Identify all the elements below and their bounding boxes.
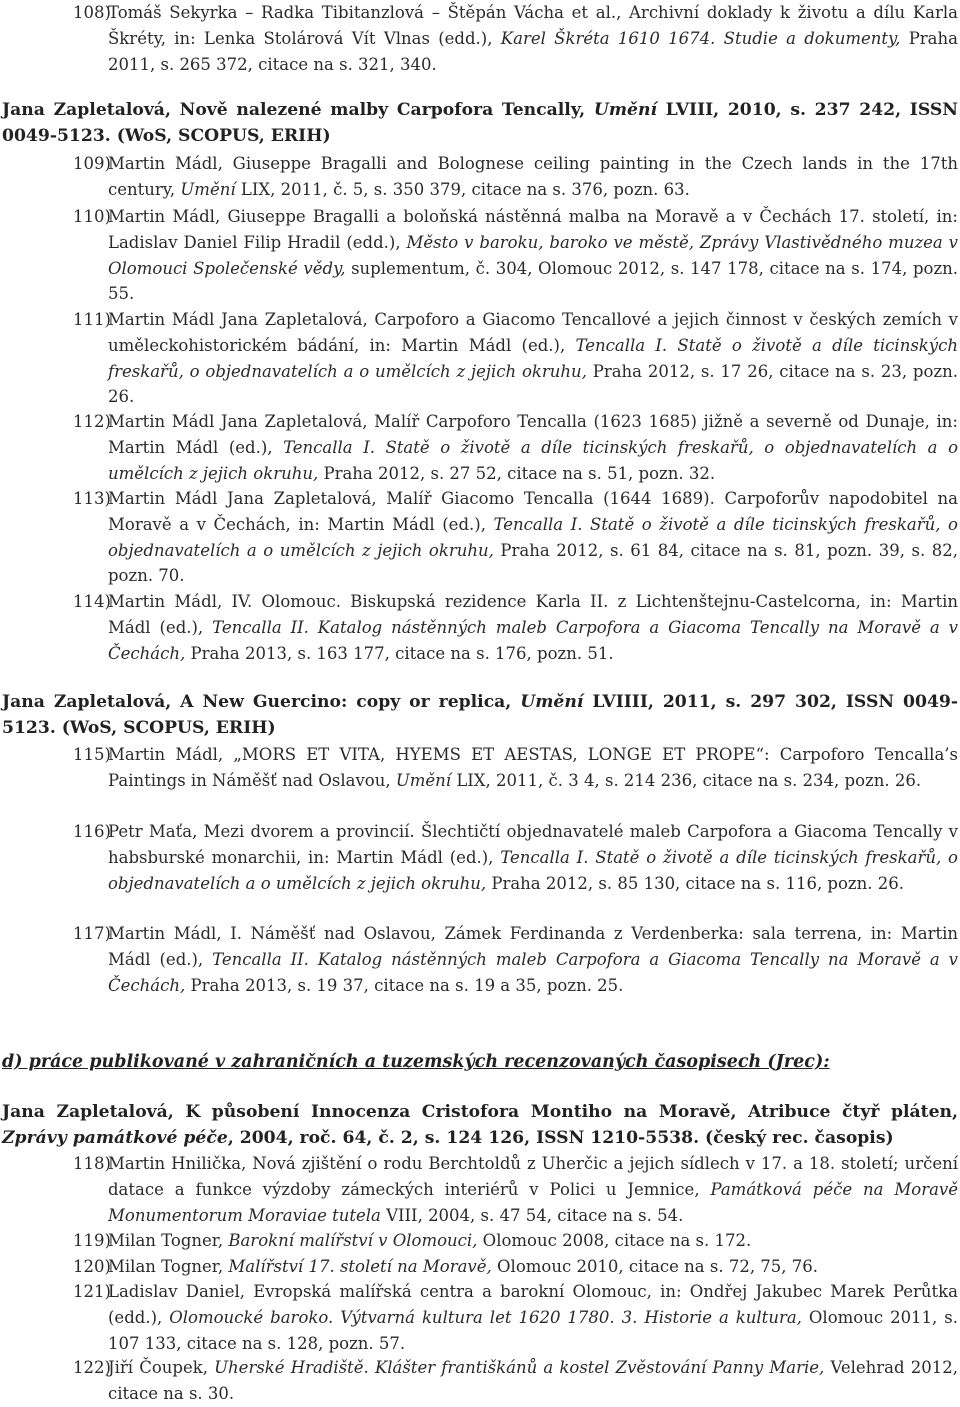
heading-text: Jana Zapletalová, Nově nalezené malby Carpofora Tencally, — [2, 100, 594, 120]
citation-pages: LIX, 2011, č. 3 4, s. 214 236, citace na s. 234, pozn. 26. — [451, 770, 922, 790]
citation-number: 118) — [73, 1154, 111, 1173]
citation-number: 113) — [73, 489, 111, 508]
heading-details: LVIII, 2010, s. 237 242, ISSN 0049-5123. (WoS, SCOPUS, ERIH) — [2, 100, 958, 146]
citation-122 — [0, 1355, 960, 1407]
citation-title: Karel Škréta 1610 1674. Studie a dokumenty, — [500, 28, 901, 48]
citation-114 — [0, 589, 960, 666]
citation-pages: Praha 2012, s. 17 26, citace na s. 23, pozn. 26. — [108, 361, 958, 407]
citation-pages: VIII, 2004, s. 47 54, citace na s. 54. — [380, 1205, 684, 1225]
citation-113 — [0, 486, 960, 589]
citation-number: 108) — [73, 3, 111, 22]
citation-number: 119) — [73, 1231, 111, 1250]
citation-title: Tencalla I. Statě o životě a díle ticinských freskařů, o objednavatelích a o umělcích z jejich okruhu, — [108, 335, 958, 381]
citation-pages: Olomouc 2010, citace na s. 72, 75, 76. — [491, 1257, 819, 1276]
heading-text: Jana Zapletalová, A New Guercino: copy or replica, — [2, 692, 521, 712]
citation-pages: Praha 2012, s. 61 84, citace na s. 81, pozn. 39, s. 82, pozn. 70. — [108, 540, 958, 586]
citation-text: Jiří Čoupek, — [108, 1358, 215, 1377]
citation-text: Martin Mádl, Giuseppe Bragalli a boloňská nástěnná malba na Moravě a v Čechách 17. století, in: Ladislav Daniel Filip Hradil (edd.), — [108, 207, 958, 252]
citation-pages: Praha 2011, s. 265 372, citace na s. 321, 340. — [108, 28, 958, 74]
citation-number: 116) — [73, 822, 111, 841]
citation-title: Tencalla I. Statě o životě a díle ticinských freskařů, o objednavatelích a o umělcích z jejich okruhu, — [108, 847, 958, 893]
citation-number: 120) — [73, 1257, 111, 1276]
citation-number: 110) — [73, 207, 111, 226]
citation-pages: Praha 2013, s. 163 177, citace na s. 176, pozn. 51. — [185, 643, 614, 663]
citation-pages: Olomouc 2011, s. 107 133, citace na s. 128, pozn. 57. — [108, 1307, 958, 1353]
citation-number: 117) — [73, 924, 111, 943]
citation-text: Martin Mádl, Giuseppe Bragalli and Bolognese ceiling painting in the Czech lands in the 17th century, — [108, 154, 958, 199]
citation-title: Barokní malířství v Olomouci, — [228, 1231, 478, 1250]
citation-119 — [0, 1228, 960, 1254]
citation-text: Milan Togner, — [108, 1257, 229, 1276]
citation-text: Petr Maťa, Mezi dvorem a provincií. Šlechtičtí objednavatelé maleb Carpofora a Giacoma Tencally v habsburské monarchii, in: Martin Mádl (ed.), — [108, 822, 958, 867]
citation-number: 109) — [73, 154, 111, 173]
citation-number: 121) — [73, 1282, 111, 1301]
citation-108 — [0, 0, 960, 77]
citation-title: Tencalla I. Statě o životě a díle ticinských freskařů, o objednavatelích a o umělcích z jejich okruhu, — [108, 437, 959, 483]
citation-text: Martin Mádl Jana Zapletalová, Carpoforo a Giacomo Tencallové a jejich činnost v českých zemích v uměleckohistorickém bádání, in: Martin Mádl (ed.), — [108, 310, 958, 355]
citation-110 — [0, 204, 960, 307]
citation-title: Olomoucké baroko. Výtvarná kultura let 1620 1780. 3. Historie a kultura, — [169, 1307, 802, 1327]
citation-pages: suplementum, č. 304, Olomouc 2012, s. 147 178, citace na s. 174, pozn. 55. — [108, 258, 959, 304]
citation-pages: Praha 2012, s. 27 52, citace na s. 51, pozn. 32. — [318, 463, 716, 483]
citation-118 — [0, 1151, 960, 1228]
heading-details: , 2004, roč. 64, č. 2, s. 124 126, ISSN 1210-5538. (český rec. časopis) — [227, 1127, 894, 1148]
heading-details: LVIIII, 2011, s. 297 302, ISSN 0049-5123. (WoS, SCOPUS, ERIH) — [2, 692, 958, 738]
citation-pages: Olomouc 2008, citace na s. 172. — [477, 1231, 752, 1250]
citation-text: Ladislav Daniel, Evropská malířská centra a barokní Olomouc, in: Ondřej Jakubec Marek Perůtka (edd.), — [108, 1282, 958, 1327]
citation-number: 115) — [73, 745, 111, 764]
citation-pages: Praha 2012, s. 85 130, citace na s. 116, pozn. 26. — [486, 873, 904, 893]
citation-number: 114) — [73, 592, 111, 611]
citation-title: Památková péče na Moravě Monumentorum Moraviae tutela — [108, 1179, 959, 1225]
citation-text: Martin Hnilička, Nová zjištění o rodu Berchtoldů z Uherčic a jejich sídlech v 17. a 18. století; určení datace a funkce výzdoby zámeckých interiérů v Polici u Jemnice, — [108, 1154, 958, 1199]
journal-name: Umění — [520, 692, 584, 712]
citation-121 — [0, 1279, 960, 1356]
citation-title: Město v baroku, baroko ve městě, Zprávy Vlastivědného muzea v Olomouci Společenské vědy, — [108, 232, 958, 278]
citation-117 — [0, 921, 960, 998]
citation-title: Uherské Hradiště. Klášter františkánů a kostel Zvěstování Panny Marie, — [214, 1358, 825, 1377]
citation-number: 122) — [73, 1358, 111, 1377]
citation-text: Martin Mádl Jana Zapletalová, Malíř Giacomo Tencalla (1644 1689). Carpoforův napodobitel na Moravě a v Čechách, in: Martin Mádl (ed.), — [108, 489, 958, 534]
citation-text: Martin Mádl Jana Zapletalová, Malíř Carpoforo Tencalla (1623 1685) jižně a severně od Dunaje, in: Martin Mádl (ed.), — [108, 412, 958, 457]
citation-title: Malířství 17. století na Moravě, — [228, 1257, 492, 1276]
citation-text: Martin Mádl, I. Náměšť nad Oslavou, Zámek Ferdinanda z Verdenberka: sala terrena, in: Martin Mádl (ed.), — [108, 924, 958, 969]
citation-pages: LIX, 2011, č. 5, s. 350 379, citace na s. 376, pozn. 63. — [235, 179, 690, 199]
source-article-heading — [0, 690, 960, 742]
citation-pages: Praha 2013, s. 19 37, citace na s. 19 a 35, pozn. 25. — [185, 975, 624, 995]
citation-pages: Velehrad 2012, citace na s. 30. — [108, 1358, 958, 1403]
journal-name: Umění — [593, 100, 657, 120]
citation-111 — [0, 307, 960, 410]
citation-109 — [0, 151, 960, 203]
section-heading-d: d) práce publikované v zahraničních a tuzemských recenzovaných časopisech (Jrec): — [2, 1052, 830, 1072]
citation-text: Tomáš Sekyrka – Radka Tibitanzlová – Štěpán Vácha et al., Archivní doklady k životu a dílu Karla Škréty, in: Lenka Stolárová Vít Vlnas (edd.), — [108, 3, 958, 48]
journal-name: Zprávy památkové péče — [2, 1127, 228, 1148]
citation-116 — [0, 819, 960, 896]
heading-text: Jana Zapletalová, K působení Innocenza Cristofora Montiho na Moravě, Atribuce čtyř pláten, — [2, 1102, 958, 1122]
citation-120 — [0, 1254, 960, 1280]
citation-number: 111) — [73, 310, 111, 329]
citation-text: Milan Togner, — [108, 1231, 229, 1250]
citation-title: Tencalla II. Katalog nástěnných maleb Carpofora a Giacoma Tencally na Moravě a v Čechách, — [108, 949, 958, 995]
citation-title: Umění — [180, 179, 236, 199]
citation-title: Tencalla II. Katalog nástěnných maleb Carpofora a Giacoma Tencally na Moravě a v Čechách, — [108, 617, 958, 663]
citation-number: 112) — [73, 412, 111, 431]
citation-115 — [0, 742, 960, 794]
source-article-heading — [0, 1100, 960, 1152]
citation-title: Umění — [395, 770, 452, 790]
citation-112 — [0, 409, 960, 486]
source-article-heading — [0, 98, 960, 150]
citation-text: Martin Mádl, „MORS ET VITA, HYEMS ET AESTAS, LONGE ET PROPE“: Carpoforo Tencalla’s Paintings in Náměšť nad Oslavou, — [108, 745, 958, 790]
citation-text: Martin Mádl, IV. Olomouc. Biskupská rezidence Karla II. z Lichtenštejnu-Castelcorna, in: Martin Mádl (ed.), — [108, 592, 958, 637]
citation-title: Tencalla I. Statě o životě a díle ticinských freskařů, o objednavatelích a o umělcích z jejich okruhu, — [108, 514, 958, 560]
